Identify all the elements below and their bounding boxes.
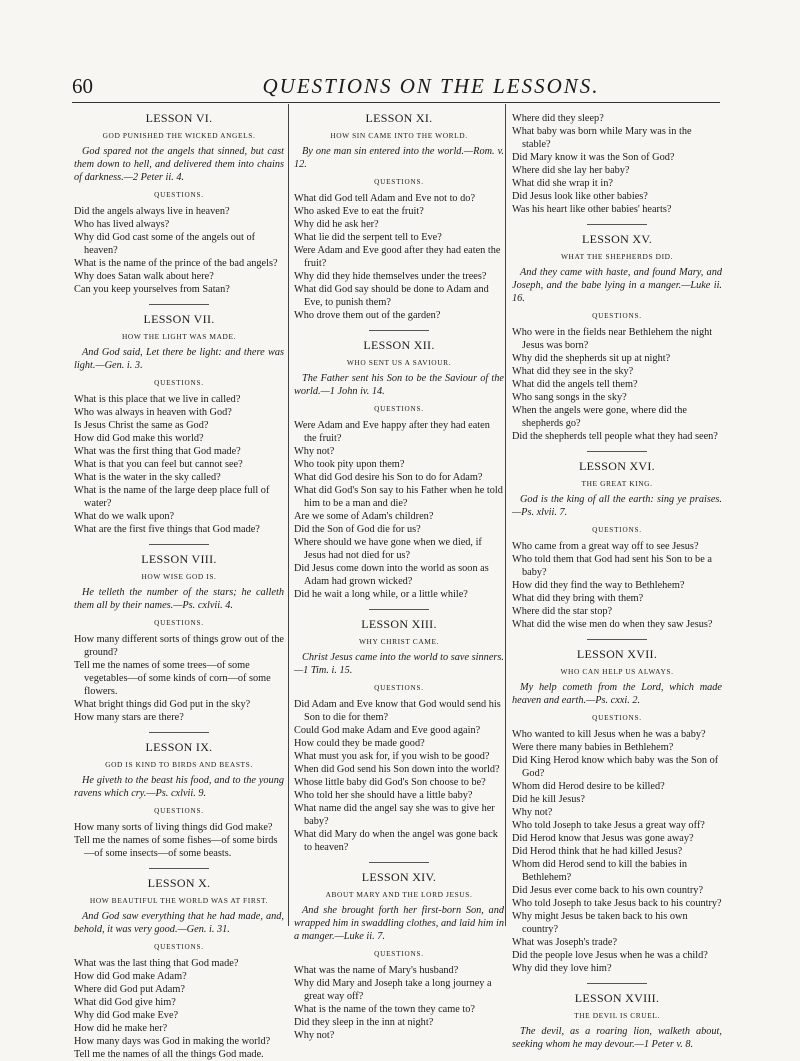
question-item: Did King Herod know which baby was the Son of God? [512, 755, 719, 779]
question-item: What is the name of the prince of the bad angels? [74, 258, 278, 269]
lesson-subtitle: GOD PUNISHED THE WICKED ANGELS. [102, 131, 256, 140]
question-item: What lie did the serpent tell to Eve? [294, 232, 442, 243]
question-item: What did God desire his Son to do for Adam? [294, 472, 483, 483]
question-item: How did God make this world? [74, 433, 204, 444]
scripture-text: By one man sin entered into the world.—Rom. v. 12. [294, 146, 504, 170]
question-item: What was the last thing that God made? [74, 958, 239, 969]
question-item: Why not? [294, 446, 335, 457]
lesson-title: LESSON XIV. [361, 870, 437, 884]
question-item: What name did the angel say she was to give her baby? [294, 803, 495, 827]
lesson-subtitle: WHAT THE SHEPHERDS DID. [560, 252, 674, 261]
question-item: Who told her she should have a little baby? [294, 790, 473, 801]
questions-heading: QUESTIONS. [592, 312, 642, 320]
lesson-subtitle: WHO CAN HELP US ALWAYS. [560, 667, 674, 676]
page-header [72, 74, 720, 102]
question-item: Why did he ask her? [294, 219, 379, 230]
lesson-title: LESSON XI. [365, 111, 433, 125]
questions-heading: QUESTIONS. [374, 950, 424, 958]
lesson-title: LESSON XII. [363, 338, 435, 352]
lesson-title: LESSON VII. [143, 312, 215, 326]
question-item: What did they bring with them? [512, 593, 644, 604]
question-item: How many different sorts of things grow out of the ground? [74, 634, 285, 658]
text-column-3 [512, 112, 722, 1056]
question-item: Why did they hide themselves under the trees? [294, 271, 487, 282]
question-item: How many days was God in making the world? [74, 1036, 271, 1047]
column-divider [505, 104, 506, 926]
header-rule [72, 102, 720, 103]
question-item: Where did she lay her baby? [512, 165, 630, 176]
questions-heading: QUESTIONS. [374, 684, 424, 692]
scripture-text: Christ Jesus came into the world to save sinners.—1 Tim. i. 15. [294, 652, 504, 676]
question-item: What baby was born while Mary was in the stable? [512, 126, 692, 150]
questions-heading: QUESTIONS. [154, 191, 204, 199]
question-item: Could God make Adam and Eve good again? [294, 725, 481, 736]
question-item: How did they find the way to Bethlehem? [512, 580, 685, 591]
question-item: Did he wait a long while, or a little while? [294, 589, 468, 600]
question-item: Is Jesus Christ the same as God? [74, 420, 209, 431]
scripture-text: The Father sent his Son to be the Saviour of the world.—1 John iv. 14. [294, 373, 504, 397]
question-item: Why did God cast some of the angels out of heaven? [74, 232, 256, 256]
question-item: Why not? [512, 807, 553, 818]
lesson-section [294, 112, 504, 322]
question-item: What do we walk upon? [74, 511, 175, 522]
question-item: Where did they sleep? [512, 113, 604, 124]
lesson-section [74, 868, 284, 1061]
question-item: Whom did Herod desire to be killed? [512, 781, 665, 792]
question-item: Why does Satan walk about here? [74, 271, 214, 282]
text-column-1 [74, 112, 284, 1061]
lesson-section [294, 330, 504, 601]
lesson-subtitle: GOD IS KIND TO BIRDS AND BEASTS. [105, 760, 253, 769]
question-item: Why did Mary and Joseph take a long journey a great way off? [294, 978, 492, 1002]
question-item: What was the name of Mary's husband? [294, 965, 459, 976]
scripture-text: My help cometh from the Lord, which made heaven and earth.—Ps. cxxi. 2. [512, 682, 722, 706]
question-item: Who has lived always? [74, 219, 170, 230]
question-item: Who were in the fields near Bethlehem the night Jesus was born? [512, 327, 713, 351]
question-item: What is the name of the large deep place full of water? [74, 485, 270, 509]
question-item: Whom did Herod send to kill the babies in Bethlehem? [512, 859, 688, 883]
question-item: What did God say should be done to Adam and Eve, to punish them? [294, 284, 489, 308]
text-column-2 [294, 112, 504, 1042]
question-item: Tell me the names of some fishes—of some birds—of some insects—of some beasts. [74, 835, 278, 859]
question-item: Where should we have gone when we died, if Jesus had not died for us? [294, 537, 482, 561]
lesson-subtitle: THE GREAT KING. [581, 479, 653, 488]
question-item: Did they sleep in the inn at night? [294, 1017, 434, 1028]
lesson-subtitle: WHY CHRIST CAME. [358, 637, 440, 646]
scripture-text: And God saw everything that he had made, and, behold, it was very good.—Gen. i. 31. [74, 911, 284, 935]
question-item: Why did God make Eve? [74, 1010, 179, 1021]
question-item: What did Mary do when the angel was gone back to heaven? [294, 829, 498, 853]
question-item: Who took pity upon them? [294, 459, 405, 470]
question-item: What did God's Son say to his Father when he told him to be a man and die? [294, 485, 503, 509]
lesson-section [512, 224, 722, 443]
lesson-title: LESSON XVII. [576, 647, 658, 661]
question-item: How many sorts of living things did God make? [74, 822, 273, 833]
question-item: What is the name of the town they came to? [294, 1004, 475, 1015]
questions-heading: QUESTIONS. [154, 943, 204, 951]
question-item: Did Jesus ever come back to his own country? [512, 885, 704, 896]
questions-heading: QUESTIONS. [154, 379, 204, 387]
question-item: What is this place that we live in called? [74, 394, 241, 405]
scripture-text: And they came with haste, and found Mary, and Joseph, and the babe lying in a manger.—Luke ii. 16. [512, 267, 722, 304]
question-item: What did the angels tell them? [512, 379, 638, 390]
question-item: When the angels were gone, where did the shepherds go? [512, 405, 687, 429]
lesson-title: LESSON IX. [145, 740, 213, 754]
question-item: Did Herod think that he had killed Jesus? [512, 846, 683, 857]
scripture-text: The devil, as a roaring lion, walketh about, seeking whom he may devour.—1 Peter v. 8. [512, 1026, 722, 1050]
section-divider [369, 330, 429, 331]
question-item: Did Mary know it was the Son of God? [512, 152, 675, 163]
lesson-title: LESSON XVIII. [574, 991, 660, 1005]
lesson-section [512, 639, 722, 975]
questions-heading: QUESTIONS. [592, 526, 642, 534]
question-item: Did Jesus come down into the world as soon as Adam had grown wicked? [294, 563, 489, 587]
section-divider [587, 983, 647, 984]
scripture-text: He giveth to the beast his food, and to the young ravens which cry.—Ps. cxlvii. 9. [74, 775, 284, 799]
section-divider [587, 639, 647, 640]
question-item: What was Joseph's trade? [512, 937, 618, 948]
section-divider [587, 224, 647, 225]
lesson-title: LESSON XV. [581, 232, 653, 246]
question-item: How did God make Adam? [74, 971, 187, 982]
question-item: Did the Son of God die for us? [294, 524, 421, 535]
question-item: Who drove them out of the garden? [294, 310, 441, 321]
question-item: What must you ask for, if you wish to be good? [294, 751, 490, 762]
questions-heading: QUESTIONS. [592, 714, 642, 722]
lesson-title: LESSON VI. [145, 111, 213, 125]
question-item: Were Adam and Eve happy after they had eaten the fruit? [294, 420, 490, 444]
question-item: What was the first thing that God made? [74, 446, 241, 457]
question-item: How could they be made good? [294, 738, 425, 749]
section-divider [149, 544, 209, 545]
question-item: What bright things did God put in the sky? [74, 699, 251, 710]
lesson-subtitle: HOW BEAUTIFUL THE WORLD WAS AT FIRST. [89, 896, 269, 905]
lesson-section [74, 304, 284, 536]
lesson-subtitle: WHO SENT US A SAVIOUR. [346, 358, 452, 367]
lesson-section [294, 862, 504, 1042]
scripture-text: And she brought forth her first-born Son, and wrapped him in swaddling clothes, and laid him in a manger.—Luke ii. 7. [294, 905, 504, 942]
lesson-section [74, 112, 284, 296]
question-item: Who sang songs in the sky? [512, 392, 627, 403]
section-divider [369, 609, 429, 610]
question-item: Who came from a great way off to see Jesus? [512, 541, 699, 552]
lesson-title: LESSON XIII. [361, 617, 437, 631]
question-item: What are the first five things that God made? [74, 524, 260, 535]
lesson-title: LESSON X. [147, 876, 211, 890]
question-item: What did the wise men do when they saw Jesus? [512, 619, 713, 630]
scripture-text: God is the king of all the earth: sing ye praises.—Ps. xlvii. 7. [512, 494, 722, 518]
questions-heading: QUESTIONS. [374, 178, 424, 186]
question-item: Why did the shepherds sit up at night? [512, 353, 671, 364]
question-item: What is that you can feel but cannot see? [74, 459, 243, 470]
lesson-section [512, 112, 722, 216]
question-item: Did Adam and Eve know that God would send his Son to die for them? [294, 699, 501, 723]
question-item: Did the angels always live in heaven? [74, 206, 230, 217]
scripture-text: And God said, Let there be light: and there was light.—Gen. i. 3. [74, 347, 284, 371]
question-item: Did Herod know that Jesus was gone away? [512, 833, 694, 844]
question-item: What did God tell Adam and Eve not to do? [294, 193, 476, 204]
lesson-subtitle: HOW SIN CAME INTO THE WORLD. [330, 131, 468, 140]
question-item: Why did they love him? [512, 963, 612, 974]
section-divider [587, 451, 647, 452]
lesson-section [74, 544, 284, 724]
questions-heading: QUESTIONS. [374, 405, 424, 413]
question-item: Can you keep yourselves from Satan? [74, 284, 230, 295]
lesson-subtitle: HOW THE LIGHT WAS MADE. [121, 332, 237, 341]
section-divider [149, 732, 209, 733]
scripture-text: He telleth the number of the stars; he calleth them all by their names.—Ps. cxlvii. 4. [74, 587, 284, 611]
lesson-subtitle: ABOUT MARY AND THE LORD JESUS. [325, 890, 473, 899]
question-item: Where did God put Adam? [74, 984, 185, 995]
question-item: What did she wrap it in? [512, 178, 613, 189]
page-number: 60 [72, 74, 93, 98]
question-item: Tell me the names of all the things God made. [74, 1049, 264, 1060]
scripture-text: God spared not the angels that sinned, but cast them down to hell, and delivered them into chains of darkness.—2 Peter ii. 4. [74, 146, 284, 183]
lesson-subtitle: THE DEVIL IS CRUEL. [574, 1011, 660, 1020]
question-item: Who was always in heaven with God? [74, 407, 232, 418]
question-item: How many stars are there? [74, 712, 184, 723]
question-item: Who told Joseph to take Jesus back to his country? [512, 898, 722, 909]
question-item: Were Adam and Eve good after they had eaten the fruit? [294, 245, 501, 269]
lesson-section [74, 732, 284, 860]
question-item: Were there many babies in Bethlehem? [512, 742, 674, 753]
question-item: What did God give him? [74, 997, 176, 1008]
question-item: When did God send his Son down into the world? [294, 764, 500, 775]
question-item: Why not? [294, 1030, 335, 1041]
question-item: What is the water in the sky called? [74, 472, 221, 483]
question-item: Did Jesus look like other babies? [512, 191, 648, 202]
question-item: Whose little baby did God's Son choose to be? [294, 777, 486, 788]
lesson-section [294, 609, 504, 854]
question-item: Who told Joseph to take Jesus a great way off? [512, 820, 705, 831]
questions-heading: QUESTIONS. [154, 619, 204, 627]
lesson-subtitle: HOW WISE GOD IS. [141, 572, 217, 581]
section-divider [369, 862, 429, 863]
questions-heading: QUESTIONS. [154, 807, 204, 815]
question-item: Where did the star stop? [512, 606, 613, 617]
lesson-section [512, 983, 722, 1051]
question-item: Who wanted to kill Jesus when he was a baby? [512, 729, 706, 740]
question-item: Did he kill Jesus? [512, 794, 585, 805]
column-divider [288, 104, 289, 926]
question-item: Tell me the names of some trees—of some vegetables—of some kinds of corn—of some flowers. [74, 660, 271, 697]
question-item: Why might Jesus be taken back to his own country? [512, 911, 688, 935]
question-item: Who told them that God had sent his Son to be a baby? [512, 554, 712, 578]
lesson-title: LESSON VIII. [141, 552, 217, 566]
question-item: Who asked Eve to eat the fruit? [294, 206, 424, 217]
question-item: Did the shepherds tell people what they had seen? [512, 431, 718, 442]
question-item: Did the people love Jesus when he was a child? [512, 950, 708, 961]
section-divider [149, 868, 209, 869]
question-item: Are we some of Adam's children? [294, 511, 434, 522]
question-item: Was his heart like other babies' hearts? [512, 204, 672, 215]
lesson-title: LESSON XVI. [579, 459, 655, 473]
question-item: How did he make her? [74, 1023, 168, 1034]
question-item: What did they see in the sky? [512, 366, 634, 377]
lesson-section [512, 451, 722, 631]
running-head: QUESTIONS ON THE LESSONS. [262, 74, 600, 98]
section-divider [149, 304, 209, 305]
